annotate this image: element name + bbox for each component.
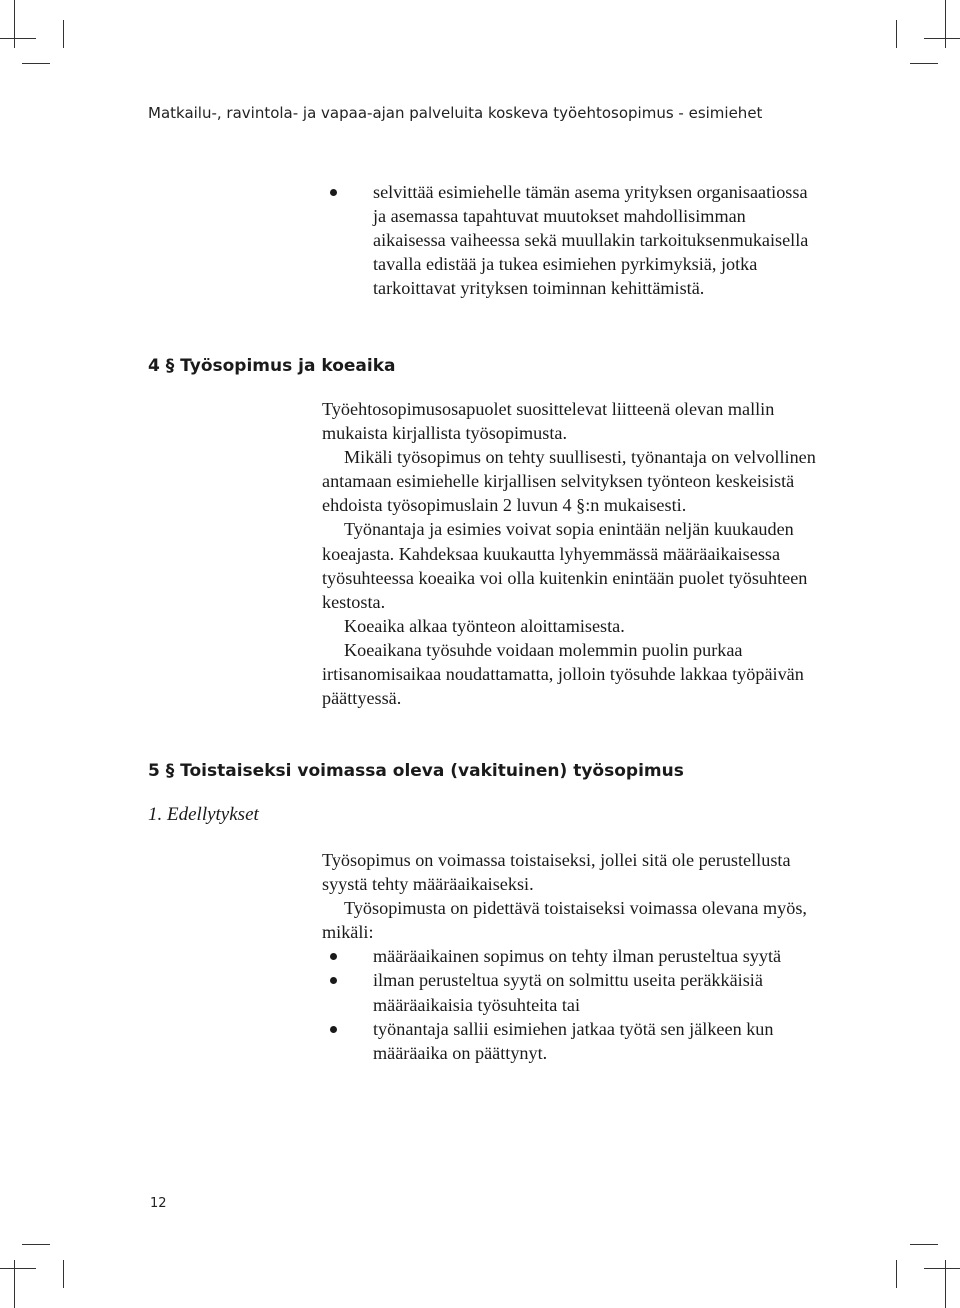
paragraph: Koeaika alkaa työnteon aloittamisesta. bbox=[344, 615, 625, 636]
section-5-subheading: 1. Edellytykset bbox=[148, 804, 259, 825]
paragraph: Mikäli työsopimus on tehty suullisesti, työnantaja on velvollinen antamaan esimiehelle kirjallisen selvityksen työnteon keskeisistä ehdoista työsopimuslain 2 luvun 4 §:n mukaisesti. bbox=[322, 447, 816, 516]
crop-mark bbox=[0, 38, 36, 39]
list-item-text: työnantaja sallii esimiehen jatkaa työtä sen jälkeen kun määräaika on päättynyt. bbox=[373, 1018, 774, 1063]
crop-mark bbox=[0, 1268, 36, 1269]
crop-mark bbox=[910, 1244, 938, 1245]
section-5-heading: 5 § Toistaiseksi voimassa oleva (vakituinen) työsopimus bbox=[148, 761, 684, 781]
list-item-text: ilman perusteltua syytä on solmittu useita peräkkäisiä määräaikaisia työsuhteita tai bbox=[373, 970, 763, 1015]
crop-mark bbox=[896, 1260, 897, 1288]
list-item-text: selvittää esimiehelle tämän asema yrityksen organisaatiossa ja asemassa tapahtuvat muutokset mahdollisimman aikaisessa vaiheessa sekä muullakin tarkoituksenmukaisella tavalla edistää ja tukea esimiehen pyrkimyksiä, jotka tarkoittavat yrityksen toiminnan kehittämistä. bbox=[373, 182, 809, 299]
section-4-body bbox=[322, 397, 822, 710]
bullet-icon bbox=[330, 1026, 337, 1033]
bullet-icon bbox=[330, 189, 337, 196]
crop-mark bbox=[22, 63, 50, 64]
crop-mark bbox=[14, 0, 15, 48]
crop-mark bbox=[945, 1260, 946, 1308]
crop-mark bbox=[945, 0, 946, 48]
crop-mark bbox=[63, 1260, 64, 1288]
page-number: 12 bbox=[150, 1196, 167, 1211]
bullet-icon bbox=[330, 953, 337, 960]
list-item bbox=[322, 968, 822, 1016]
list-item bbox=[322, 180, 822, 300]
crop-mark bbox=[22, 1244, 50, 1245]
crop-mark bbox=[896, 20, 897, 48]
paragraph: Koeaikana työsuhde voidaan molemmin puolin purkaa irtisanomisaikaa noudattamatta, jolloin työsuhde lakkaa työpäivän päättyessä. bbox=[322, 639, 804, 709]
paragraph: Työsopimus on voimassa toistaiseksi, jollei sitä ole perustellusta syystä tehty määräaikaiseksi. bbox=[322, 850, 791, 895]
paragraph: Työsopimusta on pidettävä toistaiseksi voimassa olevana myös, mikäli: bbox=[322, 898, 807, 943]
running-head: Matkailu-, ravintola- ja vapaa-ajan palveluita koskeva työehtosopimus - esimiehet bbox=[148, 104, 763, 122]
list-item bbox=[322, 944, 822, 968]
crop-mark bbox=[14, 1260, 15, 1308]
list-item bbox=[322, 1017, 822, 1065]
crop-mark bbox=[924, 38, 960, 39]
crop-mark bbox=[910, 63, 938, 64]
paragraph: Työnantaja ja esimies voivat sopia enintään neljän kuukauden koeajasta. Kahdeksaa kuukautta lyhyemmässä määräaikaisessa työsuhteessa koeaika voi olla kuitenkin enintään puolet työsuhteen kestosta. bbox=[322, 519, 808, 612]
top-bullet-block bbox=[322, 180, 822, 300]
bullet-icon bbox=[330, 977, 337, 984]
section-5-body bbox=[322, 848, 822, 1065]
paragraph: Työehtosopimusosapuolet suosittelevat liitteenä olevan mallin mukaista kirjallista työsopimusta. bbox=[322, 399, 775, 444]
crop-mark bbox=[924, 1268, 960, 1269]
section-4-heading: 4 § Työsopimus ja koeaika bbox=[148, 356, 396, 376]
list-item-text: määräaikainen sopimus on tehty ilman perusteltua syytä bbox=[373, 946, 782, 967]
crop-mark bbox=[63, 20, 64, 48]
